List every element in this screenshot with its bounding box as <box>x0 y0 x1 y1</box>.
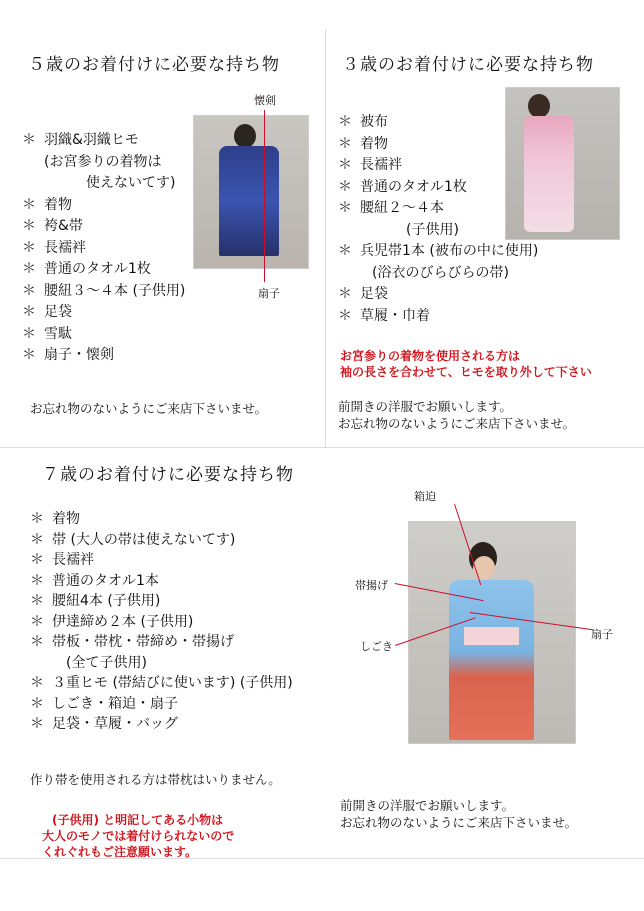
list-item: ＊ 長襦袢 <box>338 157 402 173</box>
list-item: ＊ 長襦袢 <box>30 552 94 568</box>
warning-line: 袖の長さを合わせて、ヒモを取り外して下さい <box>340 365 592 379</box>
section-title: ３歳のお着付けに必要な持ち物 <box>342 55 594 75</box>
list-item: ＊ 長襦袢 <box>22 239 86 256</box>
list-item: ＊ しごき・箱迫・扇子 <box>30 695 178 712</box>
list-item: ＊ 足袋・草履・バッグ <box>30 716 178 732</box>
warning-note <box>42 812 234 860</box>
list-item-note: (浴衣のびらびらの帯) <box>372 264 509 281</box>
list-item: ＊ 腰紐4本 (子供用) <box>30 593 161 609</box>
footer-note <box>338 398 575 432</box>
list-item: ＊ 帯板・帯枕・帯締め・帯揚げ <box>30 634 234 650</box>
list-item: ＊ 草履・巾着 <box>338 307 430 324</box>
list-item: ＊ 着物 <box>30 511 80 527</box>
tsukuri-obi-note: 作り帯を使用される方は帯枕はいりません。 <box>30 772 281 787</box>
footer-line: 前開きの洋服でお願いします。 <box>340 798 515 813</box>
list-item: ＊ 伊達締め２本 (子供用) <box>30 613 194 630</box>
footer-note: お忘れ物のないようにご来店下さいませ。 <box>30 401 268 416</box>
list-item: ＊ 扇子・懐剣 <box>22 347 114 363</box>
list-item: ＊ 腰紐３～４本 (子供用) <box>22 282 186 299</box>
list-item: ＊ 帯 (大人の帯は使えないてす) <box>30 531 236 548</box>
list-item: ＊ 普通のタオル1本 <box>30 572 159 589</box>
horizontal-divider <box>0 447 644 448</box>
item-list <box>338 112 538 327</box>
list-item: ＊ 袴&帯 <box>22 218 83 234</box>
label-sensu: 扇子 <box>258 287 280 300</box>
warning-line: (子供用) と明記してある小物は <box>52 813 224 827</box>
list-item-note: (全て子供用) <box>66 654 147 671</box>
list-item-note: 使えないてす) <box>86 175 176 191</box>
label-obiage: 帯揚げ <box>355 579 388 592</box>
list-item-note: (お宮参りの着物は <box>44 153 162 170</box>
label-kaiken: 懐剣 <box>254 94 276 107</box>
footer-line: 前開きの洋服でお願いします。 <box>338 399 513 414</box>
list-item: ＊ 着物 <box>22 196 72 213</box>
footer-note <box>340 797 577 831</box>
list-item: ＊ 普通のタオル1枚 <box>22 261 151 277</box>
list-item: ＊ 雪駄 <box>22 325 72 342</box>
footer-line: お忘れ物のないようにご来店下さいませ。 <box>338 416 576 431</box>
label-hakoseko: 箱迫 <box>414 490 436 503</box>
pointer-line <box>264 110 265 282</box>
list-item: ＊ 着物 <box>338 135 388 152</box>
list-item: ＊ 兵児帯1本 (被布の中に使用) <box>338 243 539 259</box>
list-item: ＊ 腰紐２～４本 <box>338 200 444 216</box>
vertical-divider <box>325 30 326 447</box>
footer-line: お忘れ物のないようにご来店下さいませ。 <box>340 815 578 830</box>
boy-hakama-photo <box>193 115 309 269</box>
list-item: ＊ 被布 <box>338 114 388 130</box>
section-title: ５歳のお着付けに必要な持ち物 <box>28 55 280 75</box>
label-sensu: 扇子 <box>591 628 613 641</box>
list-item: ＊ 足袋 <box>22 304 72 320</box>
warning-line: くれぐれもご注意願います。 <box>42 845 198 859</box>
list-item: ＊ 羽織&羽織ヒモ <box>22 132 139 148</box>
label-shigoki: しごき <box>360 640 393 653</box>
warning-note <box>340 348 592 380</box>
list-item-note: (子供用) <box>406 221 459 238</box>
list-item: ＊ 足袋 <box>338 286 388 302</box>
warning-line: お宮参りの着物を使用される方は <box>340 349 521 363</box>
section-title: ７歳のお着付けに必要な持ち物 <box>42 465 294 485</box>
item-list <box>30 509 293 735</box>
list-item: ＊ ３重ヒモ (帯結びに使います) (子供用) <box>30 675 293 691</box>
item-list <box>22 130 185 367</box>
list-item: ＊ 普通のタオル1枚 <box>338 178 467 195</box>
warning-line: 大人のモノでは着付けられないので <box>42 829 235 843</box>
